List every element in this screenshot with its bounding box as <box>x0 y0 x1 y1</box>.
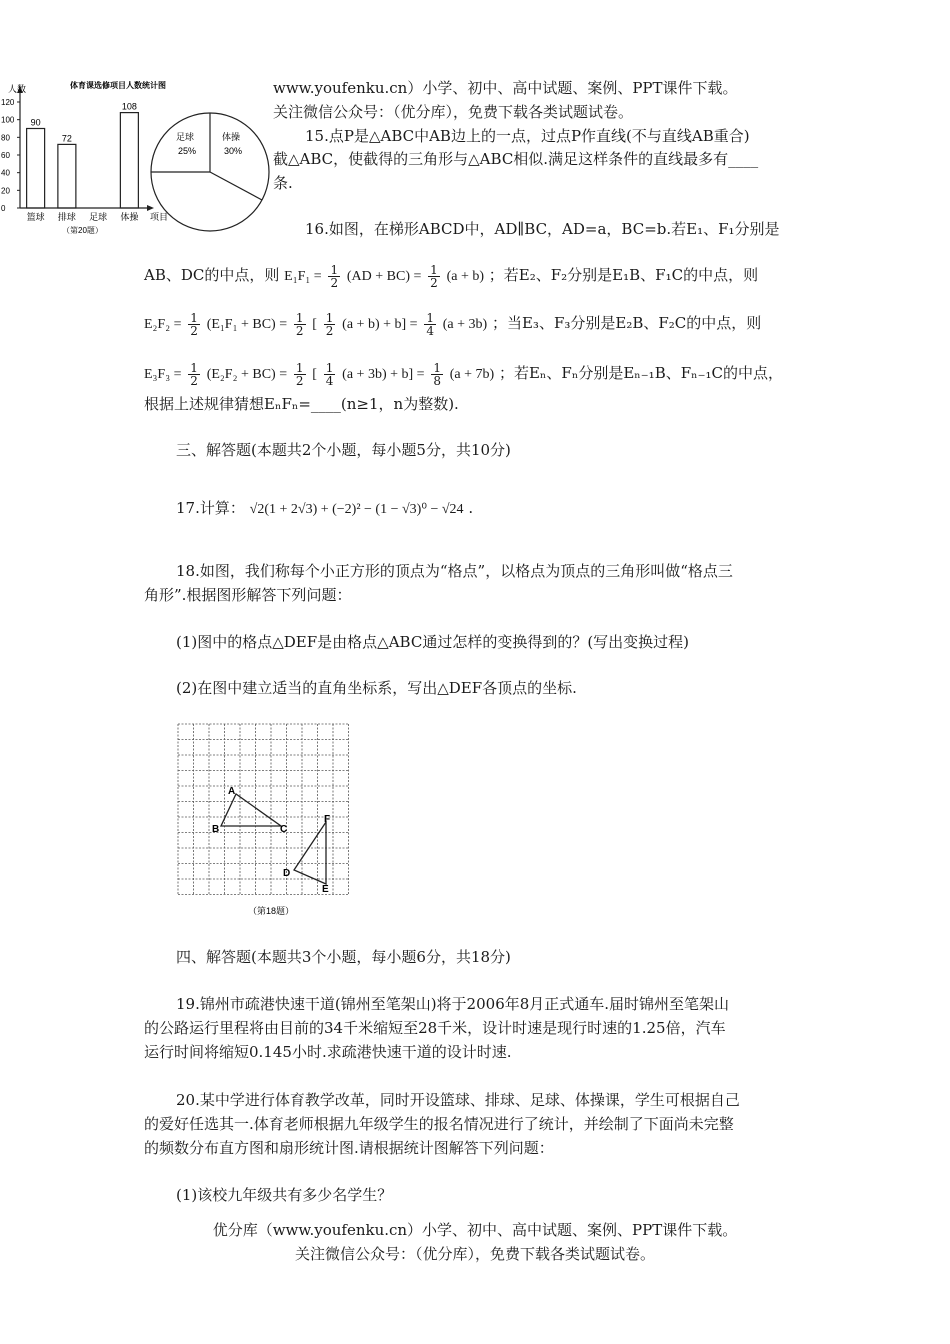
point-b-label: B <box>212 824 220 835</box>
q16-l3-frac3 <box>324 312 336 337</box>
x-axis-arrow-icon <box>147 205 154 211</box>
bar-3 <box>120 113 138 208</box>
q20-line-1: 20.某中学进行体育教学改革，同时开设篮球、排球、足球、体操课，学生可根据自己 <box>176 1091 740 1109</box>
q16-l3-post: ；当E₃、F₃分别是E₂B、F₂C的中点，则 <box>491 314 762 332</box>
bar-category-label: 篮球 <box>26 212 45 222</box>
bar-x-label: 项目 <box>150 212 169 222</box>
q19-line-1: 19.锦州市疏港快速干道(锦州至笔架山)将于2006年8月正式通车.届时锦州至笔架山 <box>176 995 730 1013</box>
frac-numerator: 1 <box>295 360 304 375</box>
pie-slice1-pct: 25% <box>178 146 197 156</box>
q16-l4-frac1 <box>188 362 200 387</box>
q16-l2-math-c: (a + b) <box>446 269 485 284</box>
bar-1 <box>58 144 76 208</box>
q16-l3-frac4 <box>424 312 436 337</box>
q15-line-1: 15.点P是△ABC中AB边上的一点，过点P作直线(不与直线AB重合) <box>305 127 750 145</box>
q16-l3-frac2 <box>294 312 306 337</box>
y-tick-label: 60 <box>1 151 10 160</box>
frac-denominator: 2 <box>295 373 304 388</box>
footer-line-2: 关注微信公众号：（优分库），免费下载各类试题试卷。 <box>294 1245 655 1263</box>
q18-line-2: 角形”.根据图形解答下列问题： <box>144 586 352 604</box>
header-line-1: www.youfenku.cn）小学、初中、高中试题、案例、PPT课件下载。 <box>273 79 738 97</box>
q20-line-2: 的爱好任选其一.体育老师根据九年级学生的报名情况进行了统计，并绘制了下面尚未完整 <box>144 1115 734 1133</box>
q16-line-1: 16.如图，在梯形ABCD中，AD∥BC，AD=a，BC=b.若E₁、F₁分别是 <box>305 220 780 238</box>
q16-line-2 <box>144 258 758 292</box>
pie-slice1-label: 足球 <box>176 132 195 142</box>
q16-l4-math-e: (a + 7b) <box>449 367 495 382</box>
frac-numerator: 1 <box>430 262 438 277</box>
frac-numerator: 1 <box>330 262 339 277</box>
point-d-label: D <box>283 868 291 879</box>
q16-l3-math-a: E₂F₂ = <box>144 317 182 332</box>
point-f-label: F <box>324 814 331 825</box>
bar-category-label: 体操 <box>120 212 139 222</box>
q16-l3-math-c: [ <box>312 317 317 332</box>
bar-value-label: 90 <box>30 117 41 128</box>
q16-l2-frac1 <box>328 264 340 289</box>
q16-line-5: 根据上述规律猜想EₙFₙ=____(n≥1，n为整数). <box>144 395 459 413</box>
q16-l3-frac1 <box>188 312 200 337</box>
q16-l4-post: ；若Eₙ、Fₙ分别是Eₙ₋₁B、Fₙ₋₁C的中点， <box>498 364 784 382</box>
bar-0 <box>27 129 45 209</box>
frac-numerator: 1 <box>433 360 441 375</box>
q16-l3-math-b: (E₁F₁ + BC) = <box>206 317 288 332</box>
q20-line-3: 的频数分布直方图和扇形统计图.请根据统计图解答下列问题： <box>144 1139 554 1157</box>
figure-18 <box>176 722 356 922</box>
bar-title: 体育课选修项目人数统计图 <box>70 81 166 90</box>
pie-divider-right <box>210 172 262 200</box>
y-tick-label: 20 <box>1 186 10 196</box>
point-e-label: E <box>322 884 329 895</box>
q16-l2-math-b: (AD + BC) = <box>346 269 422 284</box>
figure-18-caption: （第18题） <box>248 906 295 916</box>
frac-numerator: 1 <box>295 310 304 325</box>
q16-l2-pre: AB、DC的中点，则 <box>144 266 280 284</box>
frac-numerator: 1 <box>426 310 434 325</box>
q18-line-1: 18.如图，我们称每个小正方形的顶点为“格点”，以格点为顶点的三角形叫做“格点三 <box>176 562 733 580</box>
q16-l4-math-b: (E₂F₂ + BC) = <box>206 367 288 382</box>
bar-category-label: 足球 <box>89 212 108 222</box>
section-3-heading: 三、解答题(本题共2个小题，每小题5分，共10分) <box>176 441 511 459</box>
q16-l4-math-a: E₃F₃ = <box>144 367 182 382</box>
pie-slice2-pct: 30% <box>224 146 243 156</box>
bar-caption: （第20题） <box>62 226 103 235</box>
pie-slice2-label: 体操 <box>222 132 241 142</box>
triangle-def <box>294 822 326 884</box>
q16-l4-frac3 <box>324 362 336 387</box>
figure-20 <box>0 76 270 238</box>
q16-l2-frac2 <box>428 264 440 289</box>
point-a-label: A <box>228 786 236 797</box>
q17-prefix: 17.计算： <box>176 499 245 517</box>
frac-numerator: 1 <box>190 310 198 325</box>
figure-18-svg <box>176 722 356 922</box>
frac-numerator: 1 <box>325 360 334 375</box>
q18-part-1: (1)图中的格点△DEF是由格点△ABC通过怎样的变换得到的？(写出变换过程) <box>176 633 690 651</box>
q19-line-3: 运行时间将缩短0.145小时.求疏港快速干道的设计时速. <box>144 1043 512 1061</box>
frac-denominator: 2 <box>190 323 198 338</box>
q15-line-2: 截△ABC，使截得的三角形与△ABC相似.满足这样条件的直线最多有____ <box>273 150 759 168</box>
q16-line-3 <box>144 306 761 340</box>
q18-part-2: (2)在图中建立适当的直角坐标系，写出△DEF各顶点的坐标. <box>176 679 577 697</box>
frac-numerator: 1 <box>325 310 334 325</box>
q19-line-2: 的公路运行里程将由目前的34千米缩短至28千米，设计时速是现行时速的1.25倍，汽车 <box>144 1019 726 1037</box>
q17-line <box>176 498 473 520</box>
q16-l4-math-d: (a + 3b) + b] = <box>342 367 425 382</box>
y-tick-label: 100 <box>1 115 15 125</box>
bar-value-label: 72 <box>61 133 72 144</box>
frac-denominator: 4 <box>325 373 334 388</box>
q16-l4-frac4 <box>431 362 443 387</box>
triangle-abc <box>221 794 281 826</box>
q17-suffix: . <box>468 499 474 517</box>
point-c-label: C <box>280 824 288 835</box>
q16-l3-math-d: (a + b) + b] = <box>342 317 418 332</box>
bar-value-label: 108 <box>121 101 137 112</box>
q17-expression: √2(1 + 2√3) + (−2)² − (1 − √3)⁰ − √24 <box>249 502 464 517</box>
frac-denominator: 8 <box>433 373 441 388</box>
frac-numerator: 1 <box>190 360 198 375</box>
y-tick-label: 0 <box>1 204 6 213</box>
header-line-2: 关注微信公众号：（优分库），免费下载各类试题试卷。 <box>273 103 634 121</box>
frac-denominator: 2 <box>430 275 438 290</box>
frac-denominator: 2 <box>325 323 334 338</box>
frac-denominator: 2 <box>190 373 198 388</box>
y-tick-label: 80 <box>1 133 10 143</box>
y-tick-label: 120 <box>1 98 15 107</box>
q15-line-3: 条. <box>273 174 293 192</box>
q16-line-4 <box>144 356 783 390</box>
footer-line-1: 优分库（www.youfenku.cn）小学、初中、高中试题、案例、PPT课件下载。 <box>212 1221 738 1239</box>
figure-20-svg <box>0 76 270 238</box>
section-4-heading: 四、解答题(本题共3个小题，每小题6分，共18分) <box>176 948 511 966</box>
bar-y-label: 人数 <box>8 84 27 94</box>
q16-l2-post: ；若E₂、F₂分别是E₁B、F₁C的中点，则 <box>488 266 759 284</box>
q16-l4-math-c: [ <box>312 367 317 382</box>
bar-category-label: 排球 <box>57 212 76 222</box>
y-tick-label: 40 <box>1 168 10 178</box>
frac-denominator: 2 <box>330 275 339 290</box>
q20-part-1: (1)该校九年级共有多少名学生？ <box>176 1186 393 1204</box>
q16-l3-math-e: (a + 3b) <box>442 317 488 332</box>
q16-l2-math-a: E₁F₁ = <box>284 269 322 284</box>
q16-l4-frac2 <box>294 362 306 387</box>
frac-denominator: 4 <box>426 323 434 338</box>
frac-denominator: 2 <box>295 323 304 338</box>
